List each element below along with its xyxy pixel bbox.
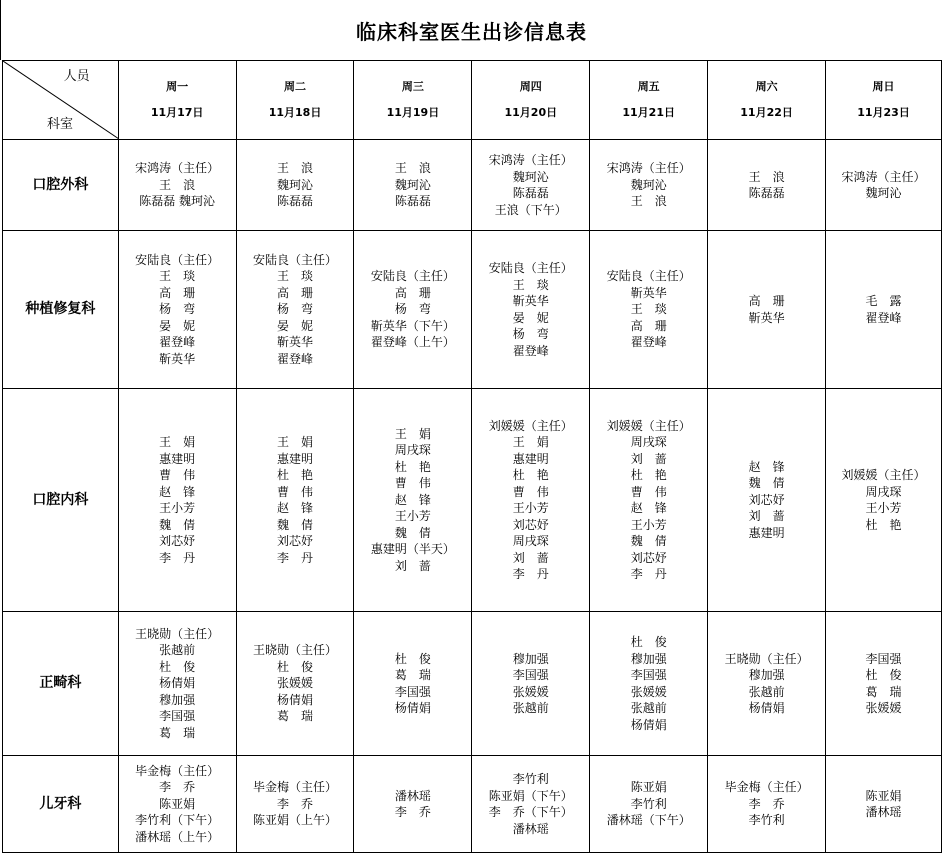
doctor-name: 惠建明: [512, 451, 549, 466]
doctor-name: 高 珊: [277, 285, 314, 300]
doctor-name: 王 琰: [512, 277, 549, 292]
schedule-cell: [236, 140, 354, 231]
department-name: 正畸科: [3, 612, 119, 756]
schedule-cell: [354, 140, 472, 231]
doctor-name: 杜 艳: [277, 468, 314, 482]
doctor-name: 李 丹: [630, 567, 667, 581]
doctor-name: 杨倩娟: [748, 701, 785, 715]
day-header-thu: [472, 61, 590, 140]
doctor-name: 安陆良（主任）: [253, 252, 338, 267]
corner-cell: [3, 61, 119, 140]
schedule-cell: [118, 756, 236, 853]
doctor-name: 陈磊磊: [512, 186, 549, 200]
doctor-name: 陈磊磊 魏珂沁: [139, 194, 216, 209]
doctor-name: 李竹利（下午）: [135, 813, 220, 828]
doctor-name: 惠建明: [748, 525, 785, 540]
day-header-wed: [354, 61, 472, 140]
doctor-name: 李 丹: [512, 567, 549, 581]
doctor-name: 李国强: [865, 651, 902, 666]
doctor-name: 魏 倩: [159, 517, 196, 532]
doctor-name: 杜 俊: [865, 668, 902, 682]
doctor-name: 魏珂沁: [277, 177, 314, 192]
schedule-cell: [708, 231, 826, 389]
doctor-name: 靳英华: [748, 310, 785, 325]
doctor-name: 陈亚娟（上午）: [253, 813, 338, 828]
department-row: [3, 612, 942, 756]
doctor-name: 穆加强: [512, 651, 549, 666]
schedule-cell: [354, 756, 472, 853]
doctor-name: 李 乔: [394, 805, 431, 819]
schedule-cell: [472, 140, 590, 231]
doctor-name: 毕金梅（主任）: [724, 780, 809, 795]
doctor-name: 陈磊磊: [394, 194, 431, 209]
schedule-cell: [708, 140, 826, 231]
doctor-name: 陈亚娟: [630, 780, 667, 795]
doctor-name: 魏珂沁: [630, 177, 667, 192]
doctor-name: 靳英华（下午）: [370, 318, 455, 333]
doctor-name: 刘 蔷: [394, 558, 431, 573]
doctor-name: 陈磊磊: [277, 194, 314, 209]
day-date: 11月22日: [740, 105, 793, 119]
doctor-name: 宋鸿涛（主任）: [841, 169, 926, 184]
department-row: [3, 756, 942, 853]
doctor-name: 宋鸿涛（主任）: [606, 161, 691, 176]
doctor-name: 李 乔: [159, 780, 196, 795]
doctor-name: 杨倩娟: [630, 717, 667, 732]
doctor-name: 王 琰: [159, 269, 196, 284]
doctor-name: 翟登峰: [630, 335, 667, 350]
doctor-name: 潘林瑶: [394, 788, 431, 803]
doctor-name: 杜 俊: [277, 659, 314, 674]
doctor-name: 王 娟: [394, 426, 431, 441]
schedule-cell: [826, 389, 942, 612]
doctor-name: 陈亚娟: [865, 788, 902, 803]
doctor-name: 毕金梅（主任）: [135, 763, 220, 778]
doctor-name: 高 珊: [748, 294, 785, 308]
doctor-name: 杨 弯: [277, 302, 314, 317]
schedule-cell: [118, 140, 236, 231]
department-row: [3, 389, 942, 612]
doctor-name: 王 浪: [277, 161, 314, 176]
schedule-cell: [826, 612, 942, 756]
schedule-cell: [590, 756, 708, 853]
doctor-name: 曹 伟: [277, 484, 314, 499]
doctor-name: 宋鸿涛（主任）: [135, 161, 220, 176]
day-name: 周六: [755, 80, 778, 93]
doctor-name: 葛 瑞: [159, 725, 196, 740]
doctor-name: 王晓勋（主任）: [724, 651, 809, 666]
doctor-name: 杜 艳: [394, 459, 431, 474]
schedule-cell: [118, 231, 236, 389]
schedule-cell: [472, 231, 590, 389]
doctor-name: 魏珂沁: [394, 177, 431, 192]
doctor-name: 宋鸿涛（主任）: [488, 153, 573, 167]
day-date: 11月19日: [386, 105, 440, 119]
day-name: 周四: [519, 80, 542, 93]
doctor-name: 张媛媛: [512, 684, 549, 699]
doctor-name: 张媛媛: [865, 701, 902, 715]
doctor-name: 李国强: [394, 684, 431, 699]
doctor-name: 杨 弯: [159, 302, 196, 317]
doctor-name: 翟登峰: [159, 335, 196, 350]
schedule-cell: [236, 389, 354, 612]
doctor-name: 李竹利: [512, 772, 549, 786]
schedule-cell: [236, 231, 354, 389]
doctor-name: 刘媛媛（主任）: [488, 418, 573, 433]
day-name: 周日: [872, 80, 895, 93]
doctor-name: 靳英华: [630, 285, 667, 300]
doctor-name: 王 琰: [630, 302, 667, 317]
doctor-name: 王 浪: [394, 161, 431, 176]
doctor-name: 惠建明（半天）: [370, 542, 455, 557]
doctor-name: 刘 蔷: [630, 451, 667, 466]
doctor-name: 张媛媛: [630, 684, 667, 699]
doctor-name: 毕金梅（主任）: [253, 780, 338, 795]
doctor-name: 魏 倩: [748, 476, 785, 491]
doctor-name: 杨倩娟: [277, 692, 314, 707]
doctor-name: 葛 瑞: [394, 668, 431, 682]
day-header-mon: [118, 61, 236, 140]
doctor-name: 魏 倩: [394, 525, 431, 540]
schedule-cell: [236, 612, 354, 756]
doctor-name: 晏 妮: [159, 318, 196, 333]
doctor-name: 杜 艳: [512, 468, 549, 482]
doctor-name: 杜 艳: [630, 468, 667, 482]
doctor-name: 潘林瑶（上午）: [135, 829, 220, 844]
doctor-name: 王 娟: [277, 435, 314, 449]
doctor-name: 李 乔: [748, 796, 785, 811]
schedule-cell: [590, 612, 708, 756]
day-date: 11月18日: [268, 105, 322, 119]
doctor-name: 周戌琛: [394, 443, 431, 458]
doctor-name: 靳英华: [159, 351, 196, 366]
doctor-name: 王 浪: [748, 169, 785, 184]
day-header-fri: [590, 61, 708, 140]
department-name: 口腔内科: [3, 389, 119, 612]
schedule-cell: [354, 612, 472, 756]
schedule-cell: [590, 389, 708, 612]
day-date: 11月21日: [622, 105, 675, 119]
doctor-name: 张越前: [748, 684, 785, 699]
doctor-name: 李 丹: [159, 550, 196, 565]
doctor-name: 葛 瑞: [865, 684, 902, 699]
doctor-name: 王浪（下午）: [494, 202, 567, 217]
schedule-cell: [118, 612, 236, 756]
doctor-name: 杜 俊: [630, 635, 667, 649]
doctor-name: 葛 瑞: [277, 709, 314, 724]
schedule-cell: [708, 612, 826, 756]
doctor-name: 王 娟: [512, 435, 549, 449]
doctor-name: 刘芯妤: [748, 492, 785, 507]
doctor-name: 曹 伟: [512, 484, 549, 499]
department-row: [3, 231, 942, 389]
schedule-cell: [354, 231, 472, 389]
doctor-name: 翟登峰: [865, 310, 902, 325]
doctor-name: 毛 露: [865, 294, 902, 308]
day-header-sun: [826, 61, 942, 140]
schedule-table: [2, 60, 942, 853]
doctor-name: 赵 锋: [748, 459, 785, 474]
doctor-name: 杨 弯: [512, 327, 549, 341]
department-name: 口腔外科: [3, 140, 119, 231]
doctor-name: 安陆良（主任）: [606, 269, 691, 284]
doctor-name: 潘林瑶（下午）: [606, 813, 691, 828]
day-date: 11月23日: [857, 105, 910, 119]
doctor-name: 翟登峰: [512, 343, 549, 358]
doctor-name: 杜 艳: [865, 517, 902, 532]
doctor-name: 潘林瑶: [512, 821, 549, 836]
schedule-cell: [590, 140, 708, 231]
doctor-name: 王 娟: [159, 435, 196, 449]
doctor-name: 翟登峰（上午）: [370, 335, 455, 350]
page-title: 临床科室医生出诊信息表: [0, 0, 942, 60]
schedule-cell: [708, 389, 826, 612]
doctor-name: 李 乔（下午）: [488, 805, 573, 819]
doctor-name: 陈磊磊: [748, 186, 785, 200]
day-date: 11月17日: [150, 105, 204, 119]
doctor-name: 张越前: [630, 701, 667, 715]
doctor-name: 李 丹: [277, 550, 314, 565]
doctor-name: 杜 俊: [394, 651, 431, 666]
doctor-name: 靳英华: [277, 335, 314, 350]
doctor-name: 魏 倩: [277, 517, 314, 532]
doctor-name: 高 珊: [159, 285, 196, 300]
schedule-cell: [590, 231, 708, 389]
doctor-name: 王小芳: [512, 501, 549, 515]
doctor-name: 穆加强: [748, 668, 785, 682]
doctor-name: 刘媛媛（主任）: [841, 468, 926, 482]
schedule-cell: [236, 756, 354, 853]
schedule-cell: [472, 389, 590, 612]
doctor-name: 王 浪: [159, 177, 196, 192]
day-name: 周三: [401, 80, 424, 93]
doctor-name: 安陆良（主任）: [135, 252, 220, 267]
doctor-name: 穆加强: [630, 651, 667, 666]
doctor-name: 曹 伟: [159, 468, 196, 482]
schedule-cell: [826, 756, 942, 853]
doctor-name: 杜 俊: [159, 659, 196, 674]
doctor-name: 王小芳: [630, 517, 667, 532]
department-name: 种植修复科: [3, 231, 119, 389]
doctor-name: 杨倩娟: [159, 676, 196, 691]
doctor-name: 赵 锋: [630, 501, 667, 515]
doctor-name: 刘芯妤: [630, 550, 667, 565]
doctor-name: 王 浪: [630, 194, 667, 209]
doctor-name: 晏 妮: [512, 310, 549, 325]
schedule-cell: [472, 756, 590, 853]
doctor-name: 李国强: [159, 709, 196, 724]
doctor-name: 李国强: [512, 668, 549, 682]
doctor-name: 刘芯妤: [277, 534, 314, 548]
doctor-name: 刘媛媛（主任）: [606, 418, 691, 433]
doctor-name: 李 乔: [277, 796, 314, 811]
doctor-name: 高 珊: [630, 318, 667, 333]
doctor-name: 陈亚娟: [159, 796, 196, 811]
doctor-name: 杨倩娟: [394, 701, 431, 715]
doctor-name: 惠建明: [159, 451, 196, 466]
doctor-name: 张媛媛: [277, 676, 314, 691]
doctor-name: 潘林瑶: [865, 805, 902, 819]
doctor-name: 张越前: [512, 701, 549, 715]
doctor-name: 李竹利: [630, 796, 667, 811]
doctor-name: 靳英华: [512, 294, 549, 308]
schedule-cell: [354, 389, 472, 612]
doctor-name: 周戌琛: [512, 534, 549, 548]
corner-label-staff: 人员: [63, 69, 90, 84]
doctor-name: 刘 蔷: [748, 509, 785, 524]
doctor-name: 刘芯妤: [159, 534, 196, 548]
doctor-name: 曹 伟: [394, 476, 431, 491]
doctor-name: 惠建明: [277, 451, 314, 466]
doctor-name: 王小芳: [394, 509, 431, 524]
department-name: 儿牙科: [3, 756, 119, 853]
doctor-name: 翟登峰: [277, 351, 314, 366]
header-row: [3, 61, 942, 140]
day-header-tue: [236, 61, 354, 140]
doctor-name: 李竹利: [748, 813, 785, 828]
doctor-name: 李国强: [630, 668, 667, 682]
doctor-name: 王小芳: [159, 501, 196, 515]
day-date: 11月20日: [504, 105, 558, 119]
doctor-name: 张越前: [159, 643, 196, 658]
day-name: 周二: [284, 80, 307, 93]
doctor-name: 王 琰: [277, 269, 314, 284]
doctor-name: 魏 倩: [630, 534, 667, 548]
doctor-name: 赵 锋: [277, 501, 314, 515]
schedule-cell: [118, 389, 236, 612]
doctor-name: 杨 弯: [394, 302, 431, 317]
doctor-name: 赵 锋: [159, 484, 196, 499]
doctor-name: 安陆良（主任）: [370, 269, 455, 284]
doctor-name: 王小芳: [865, 501, 902, 515]
doctor-name: 曹 伟: [630, 484, 667, 499]
department-row: [3, 140, 942, 231]
day-name: 周五: [637, 80, 660, 93]
doctor-name: 魏珂沁: [512, 169, 549, 184]
doctor-name: 刘芯妤: [512, 517, 549, 532]
day-header-sat: [708, 61, 826, 140]
day-name: 周一: [166, 80, 189, 93]
schedule-cell: [708, 756, 826, 853]
corner-label-department: 科室: [47, 116, 74, 132]
doctor-name: 周戌琛: [865, 484, 902, 499]
doctor-name: 魏珂沁: [865, 186, 902, 200]
doctor-name: 刘 蔷: [512, 550, 549, 565]
doctor-name: 赵 锋: [394, 492, 431, 507]
schedule-cell: [826, 231, 942, 389]
doctor-name: 周戌琛: [630, 435, 667, 449]
doctor-name: 安陆良（主任）: [488, 261, 573, 275]
doctor-name: 穆加强: [159, 692, 196, 707]
doctor-name: 晏 妮: [277, 318, 314, 333]
schedule-cell: [826, 140, 942, 231]
doctor-name: 王晓勋（主任）: [135, 626, 220, 641]
schedule-cell: [472, 612, 590, 756]
doctor-name: 高 珊: [394, 285, 431, 300]
doctor-name: 陈亚娟（下午）: [488, 788, 573, 803]
doctor-name: 王晓勋（主任）: [253, 643, 338, 658]
